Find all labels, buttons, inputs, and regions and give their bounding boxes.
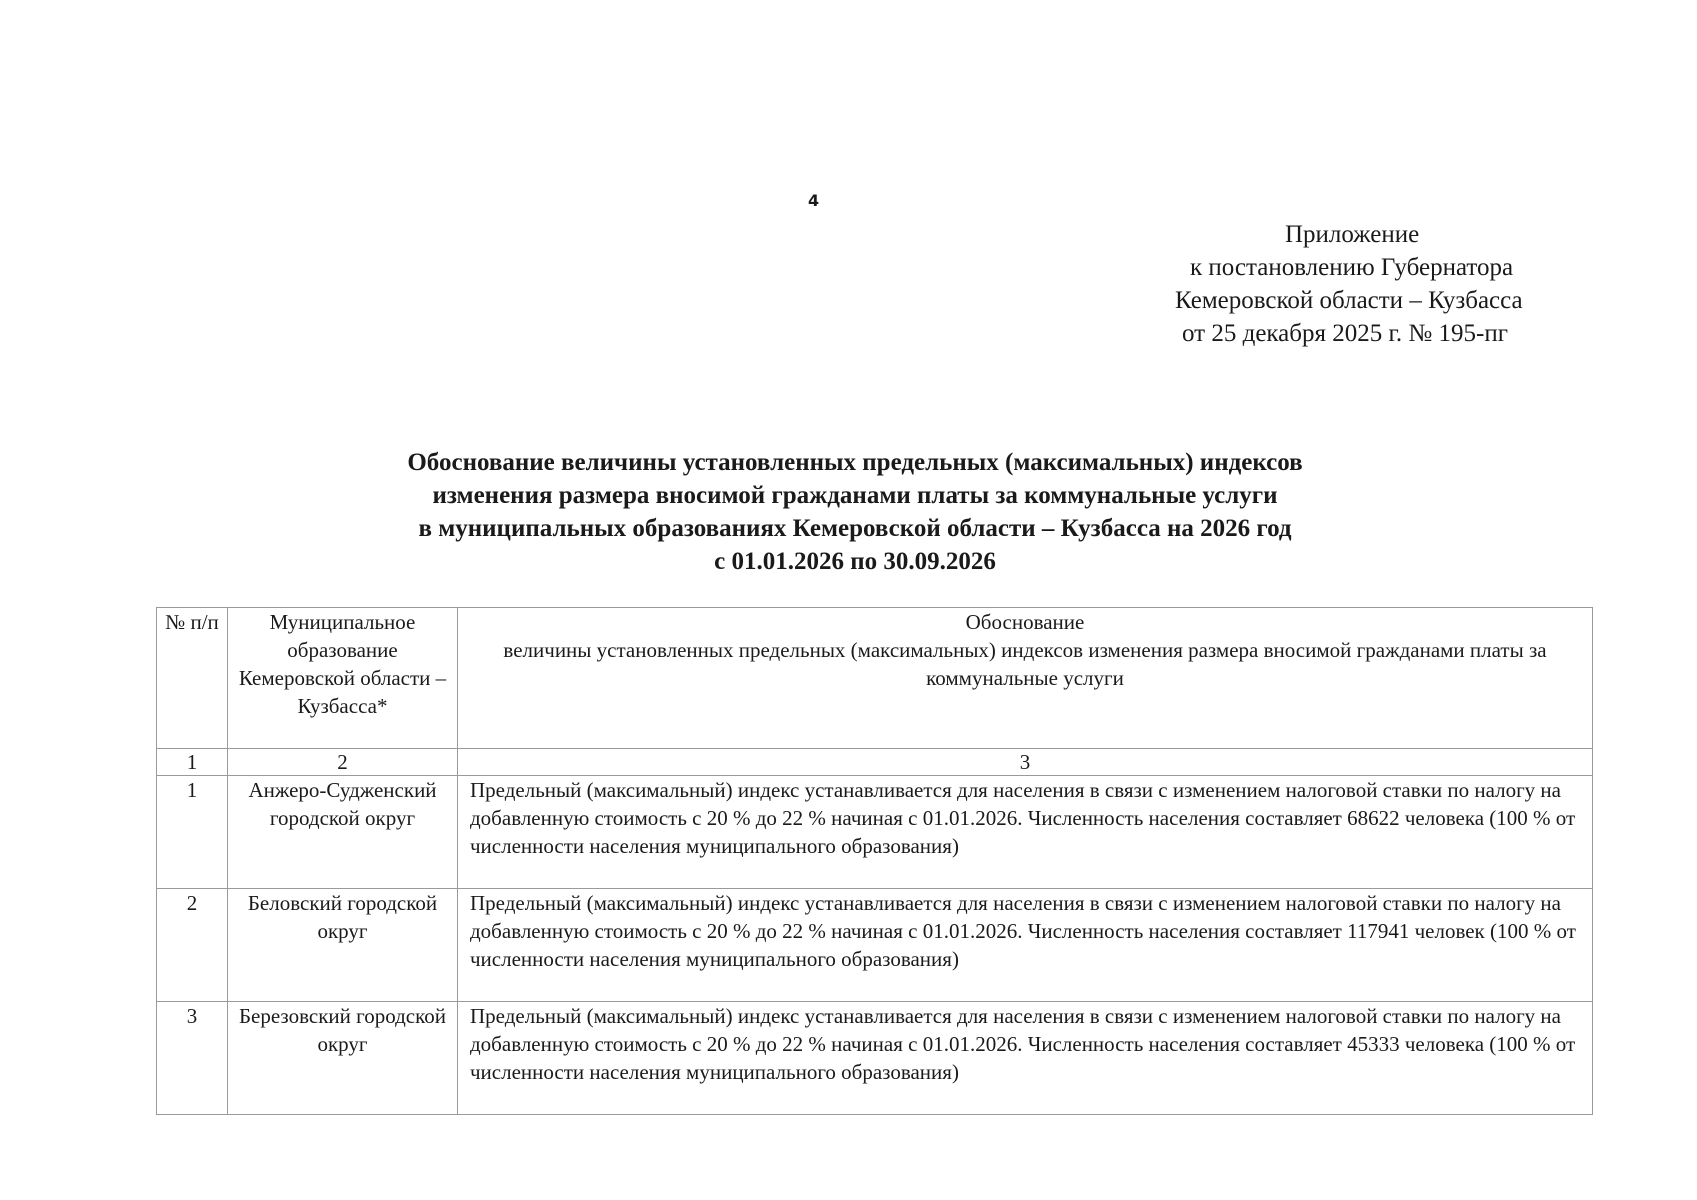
header-justification-title: Обоснование	[965, 610, 1085, 634]
column-index: 2	[228, 749, 458, 776]
title-line-4: с 01.01.2026 по 30.09.2026	[714, 548, 996, 575]
appendix-line-1: Приложение	[1285, 221, 1420, 248]
column-index-row	[157, 749, 1593, 776]
page-number: 4	[808, 191, 820, 210]
appendix-header	[1125, 218, 1645, 350]
title-line-3: в муниципальных образованиях Кемеровской области – Кузбасса на 2026 год	[418, 515, 1292, 542]
table-header-row	[157, 608, 1593, 749]
justification-table	[156, 607, 1593, 1115]
row-justification: Предельный (максимальный) индекс устанавливается для населения в связи с изменением налоговой ставки по налогу на добавленную стоимость с 20 % до 22 % начиная с 01.01.2026. Численность населения составляет 117941 человек (100 % от численности населения муниципального образования)	[458, 889, 1593, 1002]
row-municipality: Анжеро-Судженский городской округ	[228, 776, 458, 889]
header-justification	[458, 608, 1593, 749]
appendix-line-2: к постановлению Губернатора	[1190, 254, 1514, 281]
table-row	[157, 1002, 1593, 1115]
header-justification-text: величины установленных предельных (максимальных) индексов изменения размера вносимой гражданами платы за коммунальные услуги	[503, 638, 1547, 690]
row-justification: Предельный (максимальный) индекс устанавливается для населения в связи с изменением налоговой ставки по налогу на добавленную стоимость с 20 % до 22 % начиная с 01.01.2026. Численность населения составляет 68622 человека (100 % от численности населения муниципального образования)	[458, 776, 1593, 889]
title-line-2: изменения размера вносимой гражданами платы за коммунальные услуги	[432, 482, 1278, 509]
column-index: 1	[157, 749, 228, 776]
row-number: 2	[157, 889, 228, 1002]
appendix-line-3: Кемеровской области – Кузбасса	[1175, 287, 1523, 314]
header-municipality: Муниципальное образование Кемеровской области – Кузбасса*	[228, 608, 458, 749]
header-num: № п/п	[157, 608, 228, 749]
table-row	[157, 889, 1593, 1002]
appendix-line-4: от 25 декабря 2025 г. № 195-пг	[1182, 320, 1508, 347]
document-title	[200, 446, 1510, 578]
row-municipality: Березовский городской округ	[228, 1002, 458, 1115]
title-line-1: Обоснование величины установленных предельных (максимальных) индексов	[407, 449, 1303, 476]
row-municipality: Беловский городской округ	[228, 889, 458, 1002]
column-index: 3	[458, 749, 1593, 776]
table-row	[157, 776, 1593, 889]
row-number: 1	[157, 776, 228, 889]
row-justification: Предельный (максимальный) индекс устанавливается для населения в связи с изменением налоговой ставки по налогу на добавленную стоимость с 20 % до 22 % начиная с 01.01.2026. Численность населения составляет 45333 человека (100 % от численности населения муниципального образования)	[458, 1002, 1593, 1115]
row-number: 3	[157, 1002, 228, 1115]
